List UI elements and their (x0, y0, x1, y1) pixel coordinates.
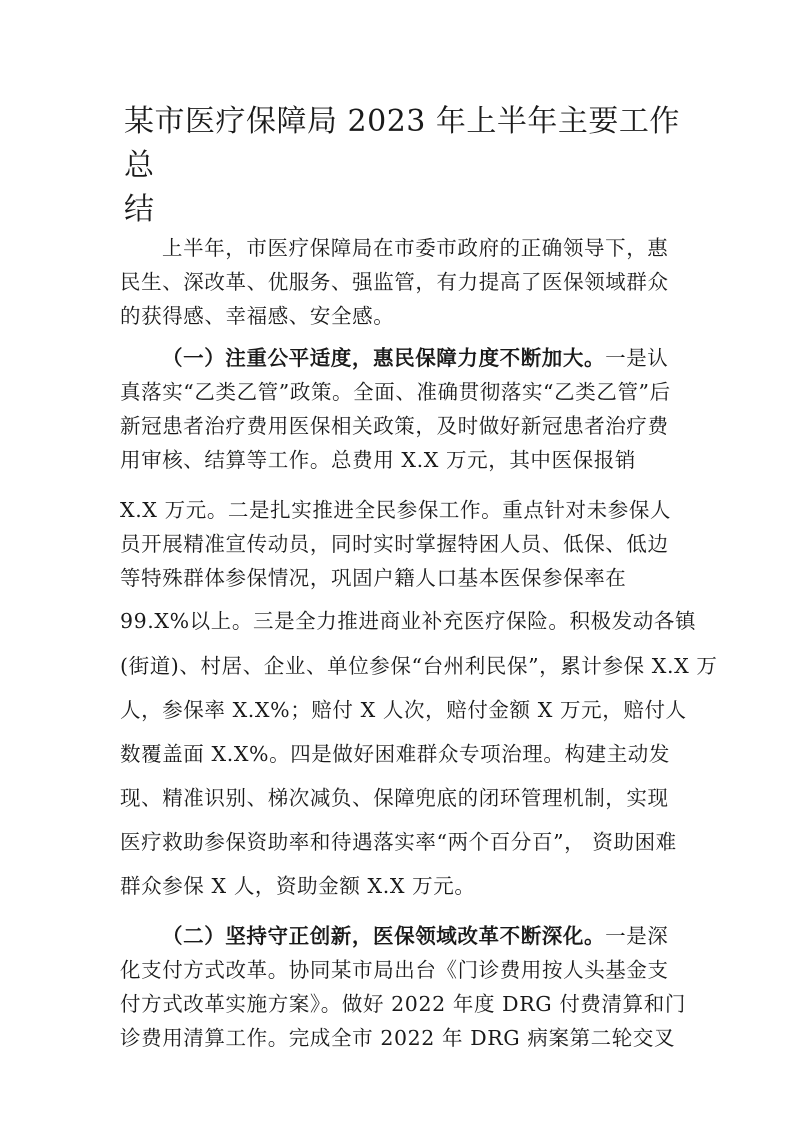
section-heading-line (162, 919, 722, 953)
section-heading-2: （二）坚持守正创新，医保领域改革不断深化。 (162, 924, 606, 948)
paragraph-line: 付方式改革实施方案》。做好 2022 年度 DRG 付费清算和门 (120, 992, 686, 1016)
paragraph-line: 数覆盖面 X.X%。四是做好困难群众专项治理。构建主动发 (120, 742, 670, 766)
paragraph-line: 等特殊群体参保情况，巩固户籍人口基本医保参保率在 (120, 566, 627, 590)
paragraph-line: 医疗救助参保资助率和待遇落实率“两个百分百”， 资助困难 (120, 830, 677, 854)
paragraph-line: 群众参保 X 人，资助金额 X.X 万元。 (120, 874, 476, 898)
paragraph-line: 现、精准识别、梯次减负、保障兜底的闭环管理机制，实现 (120, 786, 669, 810)
paragraph-line: 民生、深改革、优服务、强监管，有力提高了医保领域群众 (120, 270, 669, 294)
paragraph-line: X.X 万元。二是扎实推进全民参保工作。重点针对未参保人 (120, 498, 672, 522)
section-heading-1: （一）注重公平适度，惠民保障力度不断加大。 (162, 346, 606, 370)
title-line-1: 某市医疗保障局 2023 年上半年主要工作总 (124, 104, 680, 183)
paragraph-line: 新冠患者治疗费用医保相关政策，及时做好新冠患者治疗费 (120, 414, 669, 438)
paragraph-line: 诊费用清算工作。完成全市 2022 年 DRG 病案第二轮交叉 (120, 1026, 676, 1050)
paragraph-line: 员开展精准宣传动员，同时实时掌握特困人员、低保、低边 (120, 532, 669, 556)
title-line-2: 结 (124, 192, 155, 227)
paragraph-line: (街道)、村居、企业、单位参保“台州利民保”，累计参保 X.X 万 (120, 654, 718, 678)
paragraph-text: 一是认 (605, 346, 669, 370)
paragraph-line: 的获得感、幸福感、安全感。 (120, 304, 395, 328)
paragraph-line: 真落实“乙类乙管”政策。全面、准确贯彻落实“乙类乙管”后 (120, 380, 671, 404)
paragraph-line: 人，参保率 X.X%；赔付 X 人次，赔付金额 X 万元，赔付人 (120, 698, 687, 722)
paragraph-line: 上半年，市医疗保障局在市委市政府的正确领导下，惠 (162, 236, 669, 260)
section-heading-line (162, 341, 722, 375)
document-title (124, 100, 704, 232)
paragraph-text: 一是深 (605, 924, 669, 948)
paragraph-line: 化支付方式改革。协同某市局出台《门诊费用按人头基金支 (120, 958, 669, 982)
paragraph-line: 99.X%以上。三是全力推进商业补充医疗保险。积极发动各镇 (120, 609, 697, 633)
paragraph-line: 用审核、结算等工作。总费用 X.X 万元，其中医保报销 (120, 448, 636, 472)
